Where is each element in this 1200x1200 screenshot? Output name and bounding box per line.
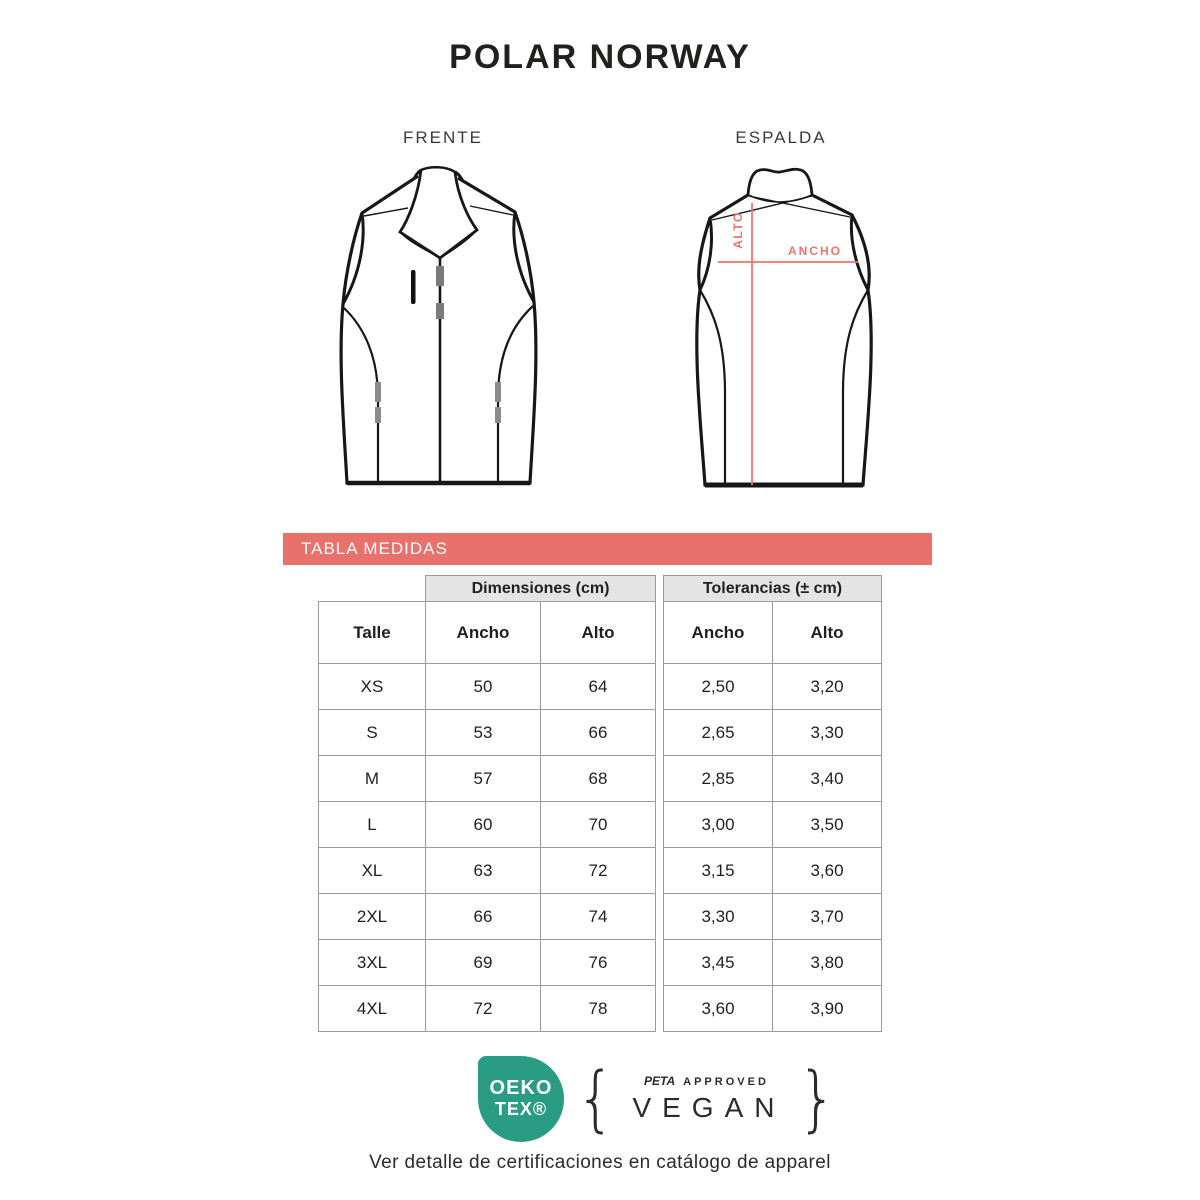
table-row [664,848,882,894]
left-brace-glyph: { [576,1056,616,1141]
tol-height-cell: 3,80 [773,940,882,986]
size-cell: 3XL [319,940,426,986]
width-column-header: Ancho [426,602,541,664]
table-row [664,664,882,710]
group-header-row [319,576,656,602]
width-cell: 50 [426,664,541,710]
alto-measure-label: ALTO [731,211,745,249]
size-cell: 4XL [319,986,426,1032]
tol-width-cell: 3,15 [664,848,773,894]
table-row [664,894,882,940]
group-header-row [664,576,882,602]
table-row [319,756,656,802]
dimensions-group-header: Dimensiones (cm) [426,576,656,602]
table-row [319,710,656,756]
ancho-measure-label: ANCHO [788,244,842,258]
height-cell: 64 [541,664,656,710]
vegan-logo-text [625,1074,787,1124]
oeko-tex-logo-text: OEKO [489,1077,553,1100]
height-cell: 74 [541,894,656,940]
vegan-text: VEGAN [632,1092,786,1123]
spacer-cell [319,576,426,602]
tol-height-cell: 3,20 [773,664,882,710]
size-cell: XL [319,848,426,894]
height-cell: 76 [541,940,656,986]
right-brace-glyph: } [797,1056,837,1141]
height-cell: 68 [541,756,656,802]
tol-height-cell: 3,40 [773,756,882,802]
width-cell: 72 [426,986,541,1032]
oeko-tex-logo-text: TEX® [494,1099,548,1120]
table-row [664,802,882,848]
oeko-tex-logo [478,1056,564,1142]
size-cell: S [319,710,426,756]
width-cell: 53 [426,710,541,756]
tol-width-cell: 3,00 [664,802,773,848]
column-header-row [319,602,656,664]
back-view-label: ESPALDA [735,128,827,147]
tolerances-table [663,575,882,1032]
height-cell: 66 [541,710,656,756]
front-view-label: FRENTE [403,128,483,147]
width-cell: 57 [426,756,541,802]
table-row [319,802,656,848]
tolerances-group-header: Tolerancias (± cm) [664,576,882,602]
peta-brand-text: PETA [644,1074,676,1088]
size-cell: 2XL [319,894,426,940]
vest-front-illustration [330,158,570,493]
table-row [664,756,882,802]
width-column-header: Ancho [664,602,773,664]
table-row [664,710,882,756]
vest-back-illustration [683,163,883,490]
table-banner [283,533,932,565]
size-cell: L [319,802,426,848]
tol-width-cell: 3,30 [664,894,773,940]
tol-width-cell: 2,65 [664,710,773,756]
width-cell: 69 [426,940,541,986]
table-banner-label: TABLA MEDIDAS [301,539,448,558]
table-row [664,940,882,986]
height-cell: 72 [541,848,656,894]
table-row [319,940,656,986]
footer-note: Ver detalle de certificaciones en catálogo de apparel [369,1152,831,1173]
tol-height-cell: 3,30 [773,710,882,756]
height-cell: 78 [541,986,656,1032]
height-column-header: Alto [773,602,882,664]
width-cell: 60 [426,802,541,848]
height-column-header: Alto [541,602,656,664]
size-column-header: Talle [319,602,426,664]
table-row [319,894,656,940]
tol-height-cell: 3,60 [773,848,882,894]
dimensions-table [318,575,656,1032]
tol-height-cell: 3,90 [773,986,882,1032]
tol-width-cell: 2,85 [664,756,773,802]
table-row [319,664,656,710]
column-header-row [664,602,882,664]
tol-height-cell: 3,50 [773,802,882,848]
table-row [319,986,656,1032]
size-cell: M [319,756,426,802]
table-row [664,986,882,1032]
page-title: POLAR NORWAY [449,38,751,76]
width-cell: 66 [426,894,541,940]
height-cell: 70 [541,802,656,848]
tol-width-cell: 3,60 [664,986,773,1032]
peta-approved-vegan-logo [576,1058,837,1140]
width-cell: 63 [426,848,541,894]
tol-width-cell: 3,45 [664,940,773,986]
tol-width-cell: 2,50 [664,664,773,710]
tol-height-cell: 3,70 [773,894,882,940]
size-cell: XS [319,664,426,710]
approved-text: APPROVED [683,1076,769,1088]
table-row [319,848,656,894]
